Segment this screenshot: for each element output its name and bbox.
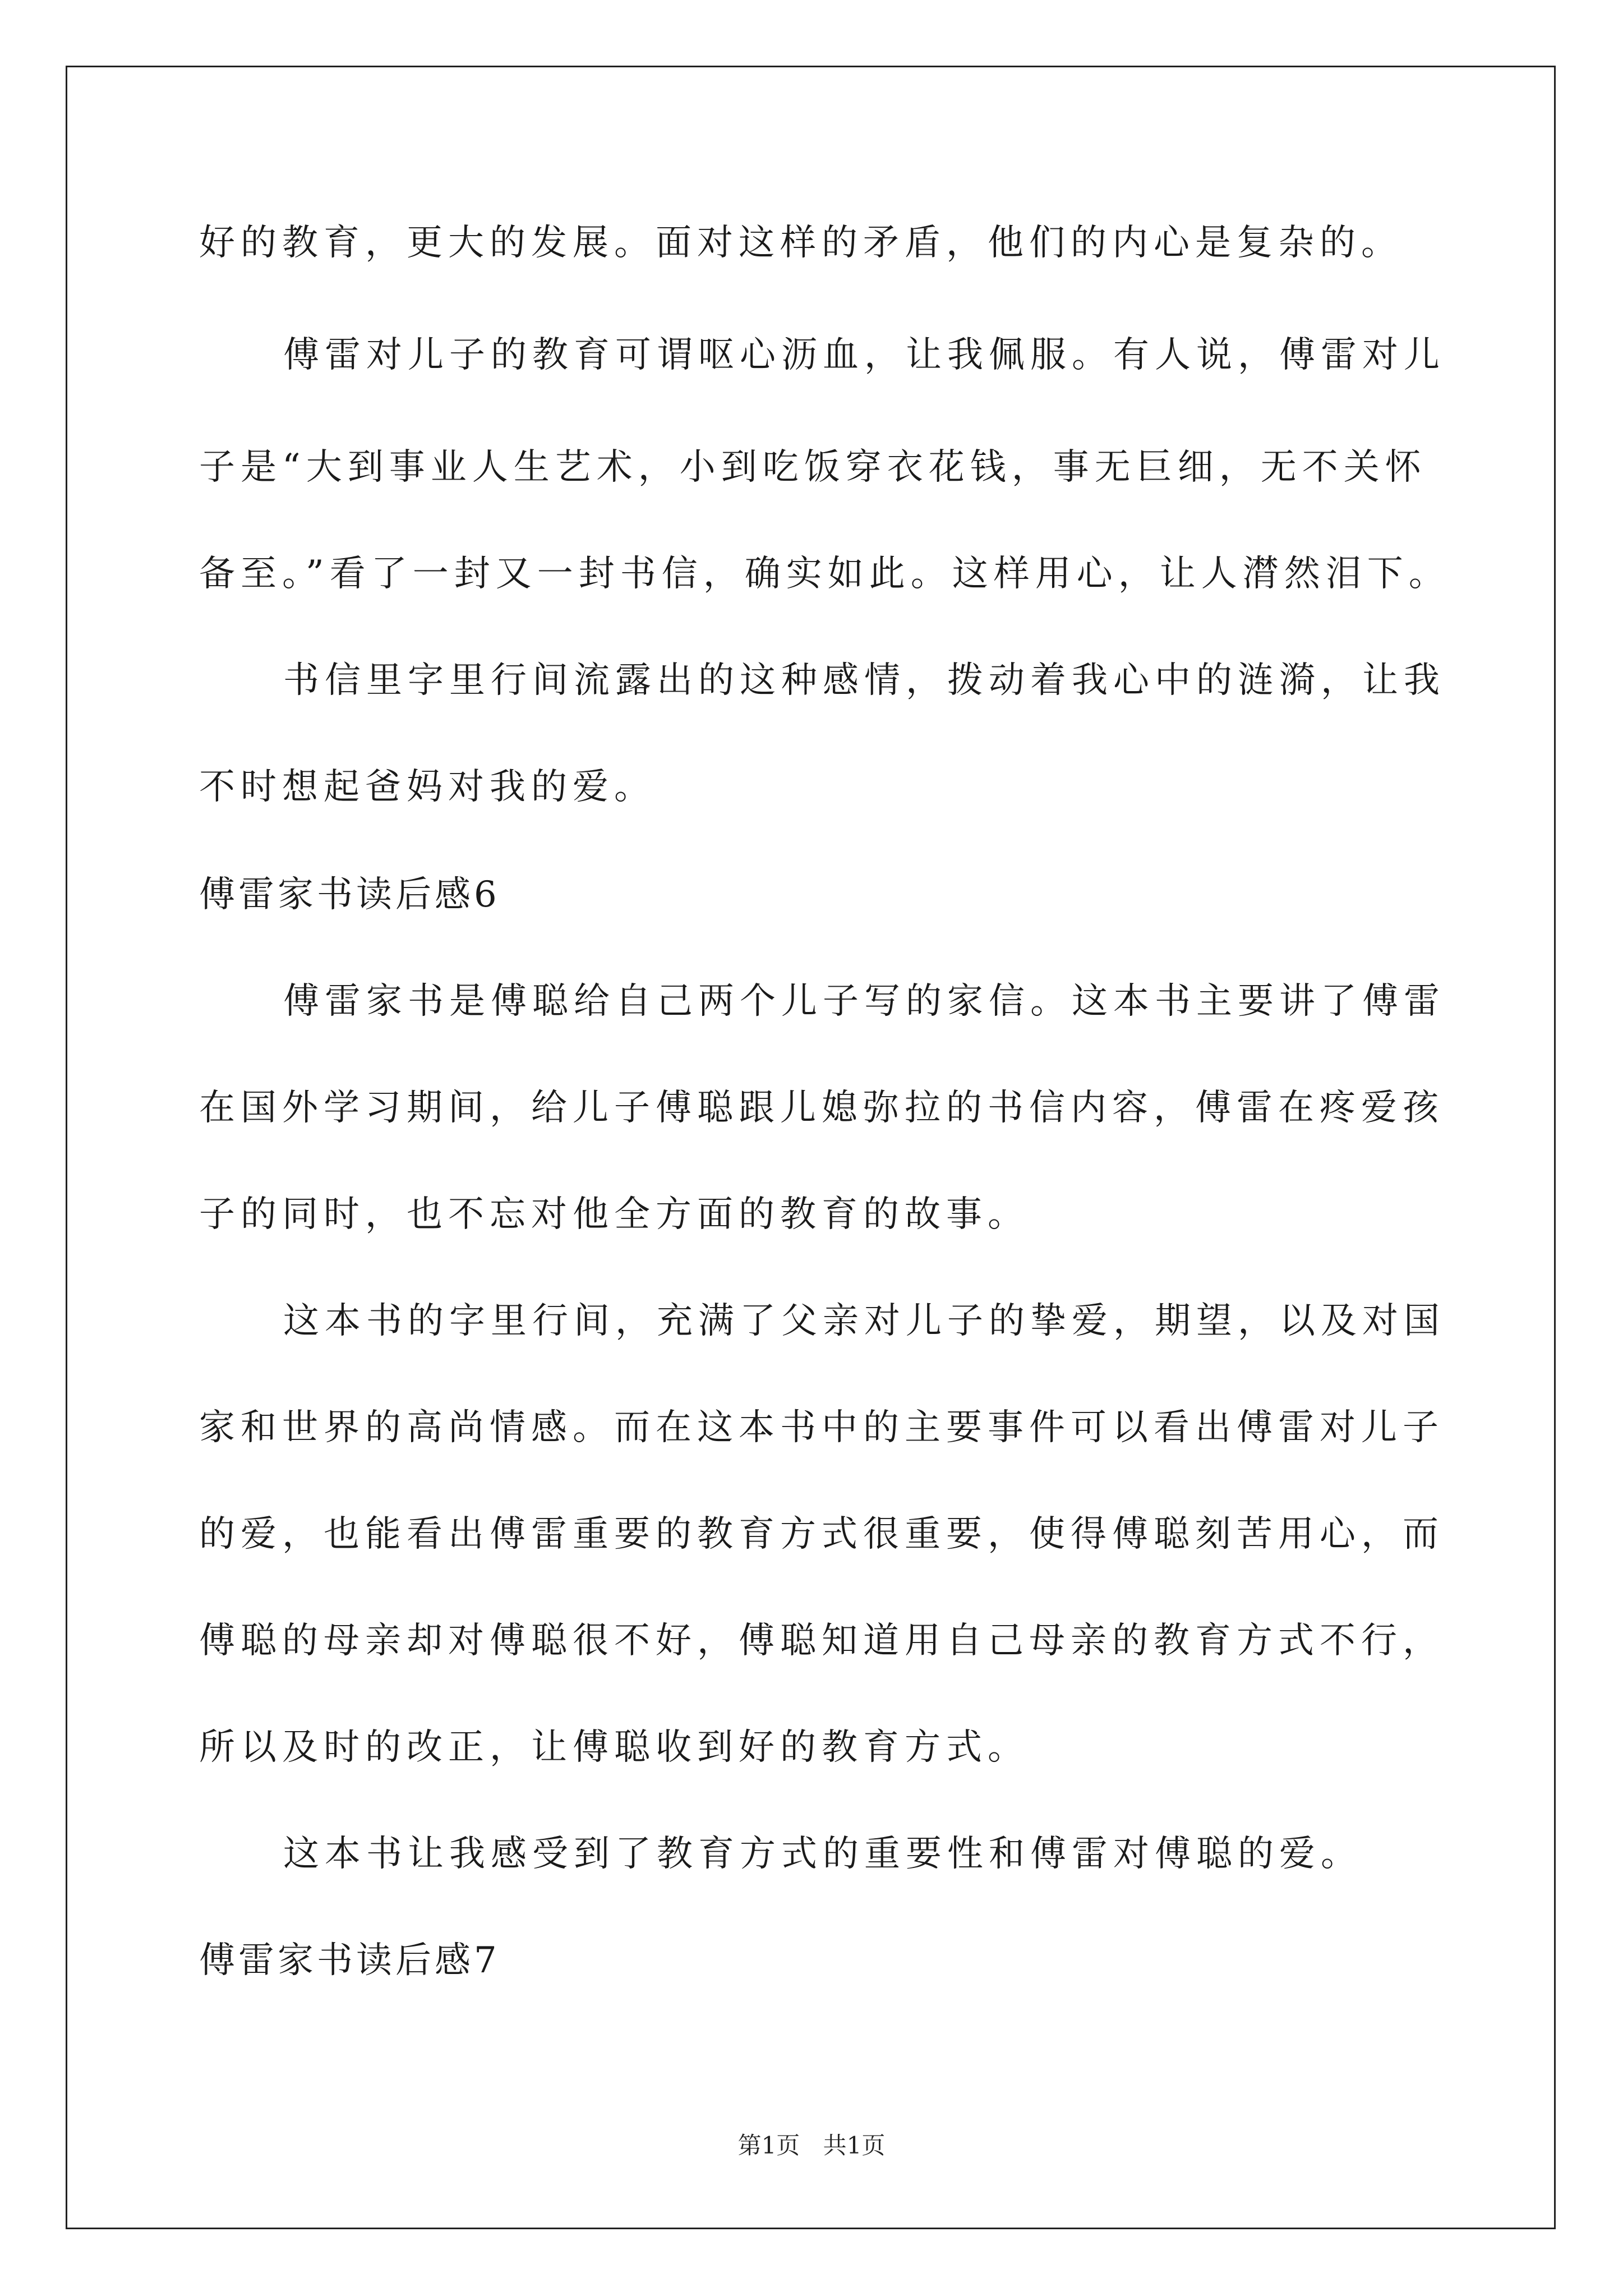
paragraph-line: 傅雷家书是傅聪给自己两个儿子写的家信。这本书主要讲了傅雷 — [283, 981, 1445, 1022]
paragraph-line: 子的同时，也不忘对他全方面的教育的故事。 — [199, 1194, 1029, 1235]
paragraph-line: 这本书的字里行间，充满了父亲对儿子的挚爱，期望，以及对国 — [283, 1300, 1445, 1342]
section-heading: 傅雷家书读后感7 — [199, 1940, 500, 1981]
paragraph-line: 家和世界的高尚情感。而在这本书中的主要事件可以看出傅雷对儿子 — [199, 1407, 1444, 1448]
paragraph-line: 这本书让我感受到了教育方式的重要性和傅雷对傅聪的爱。 — [283, 1833, 1362, 1875]
paragraph-line: 备至。”看了一封又一封书信，确实如此。这样用心，让人潸然泪下。 — [199, 553, 1450, 595]
paragraph-line: 子是“大到事业人生艺术，小到吃饭穿衣花钱，事无巨细，无不关怀 — [199, 447, 1427, 488]
paragraph-line: 所以及时的改正，让傅聪收到好的教育方式。 — [199, 1727, 1029, 1768]
total-pages: 共1页 — [823, 2132, 886, 2159]
paragraph-line: 傅聪的母亲却对傅聪很不好，傅聪知道用自己母亲的教育方式不行， — [199, 1620, 1444, 1662]
paragraph-line: 不时想起爸妈对我的爱。 — [199, 766, 656, 808]
page-footer — [0, 2129, 1623, 2162]
paragraph-line: 书信里字里行间流露出的这种感情，拨动着我心中的涟漪，让我 — [283, 660, 1445, 701]
paragraph-line: 在国外学习期间，给儿子傅聪跟儿媳弥拉的书信内容，傅雷在疼爱孩 — [199, 1087, 1444, 1129]
paragraph-line: 好的教育，更大的发展。面对这样的矛盾，他们的内心是复杂的。 — [199, 222, 1403, 264]
page-border — [66, 66, 1556, 2229]
paragraph-line: 傅雷对儿子的教育可谓呕心沥血，让我佩服。有人说，傅雷对儿 — [283, 334, 1445, 376]
paragraph-line: 的爱，也能看出傅雷重要的教育方式很重要，使得傅聪刻苦用心，而 — [199, 1513, 1444, 1555]
page-number: 第1页 — [737, 2132, 800, 2159]
section-heading: 傅雷家书读后感6 — [199, 874, 500, 915]
